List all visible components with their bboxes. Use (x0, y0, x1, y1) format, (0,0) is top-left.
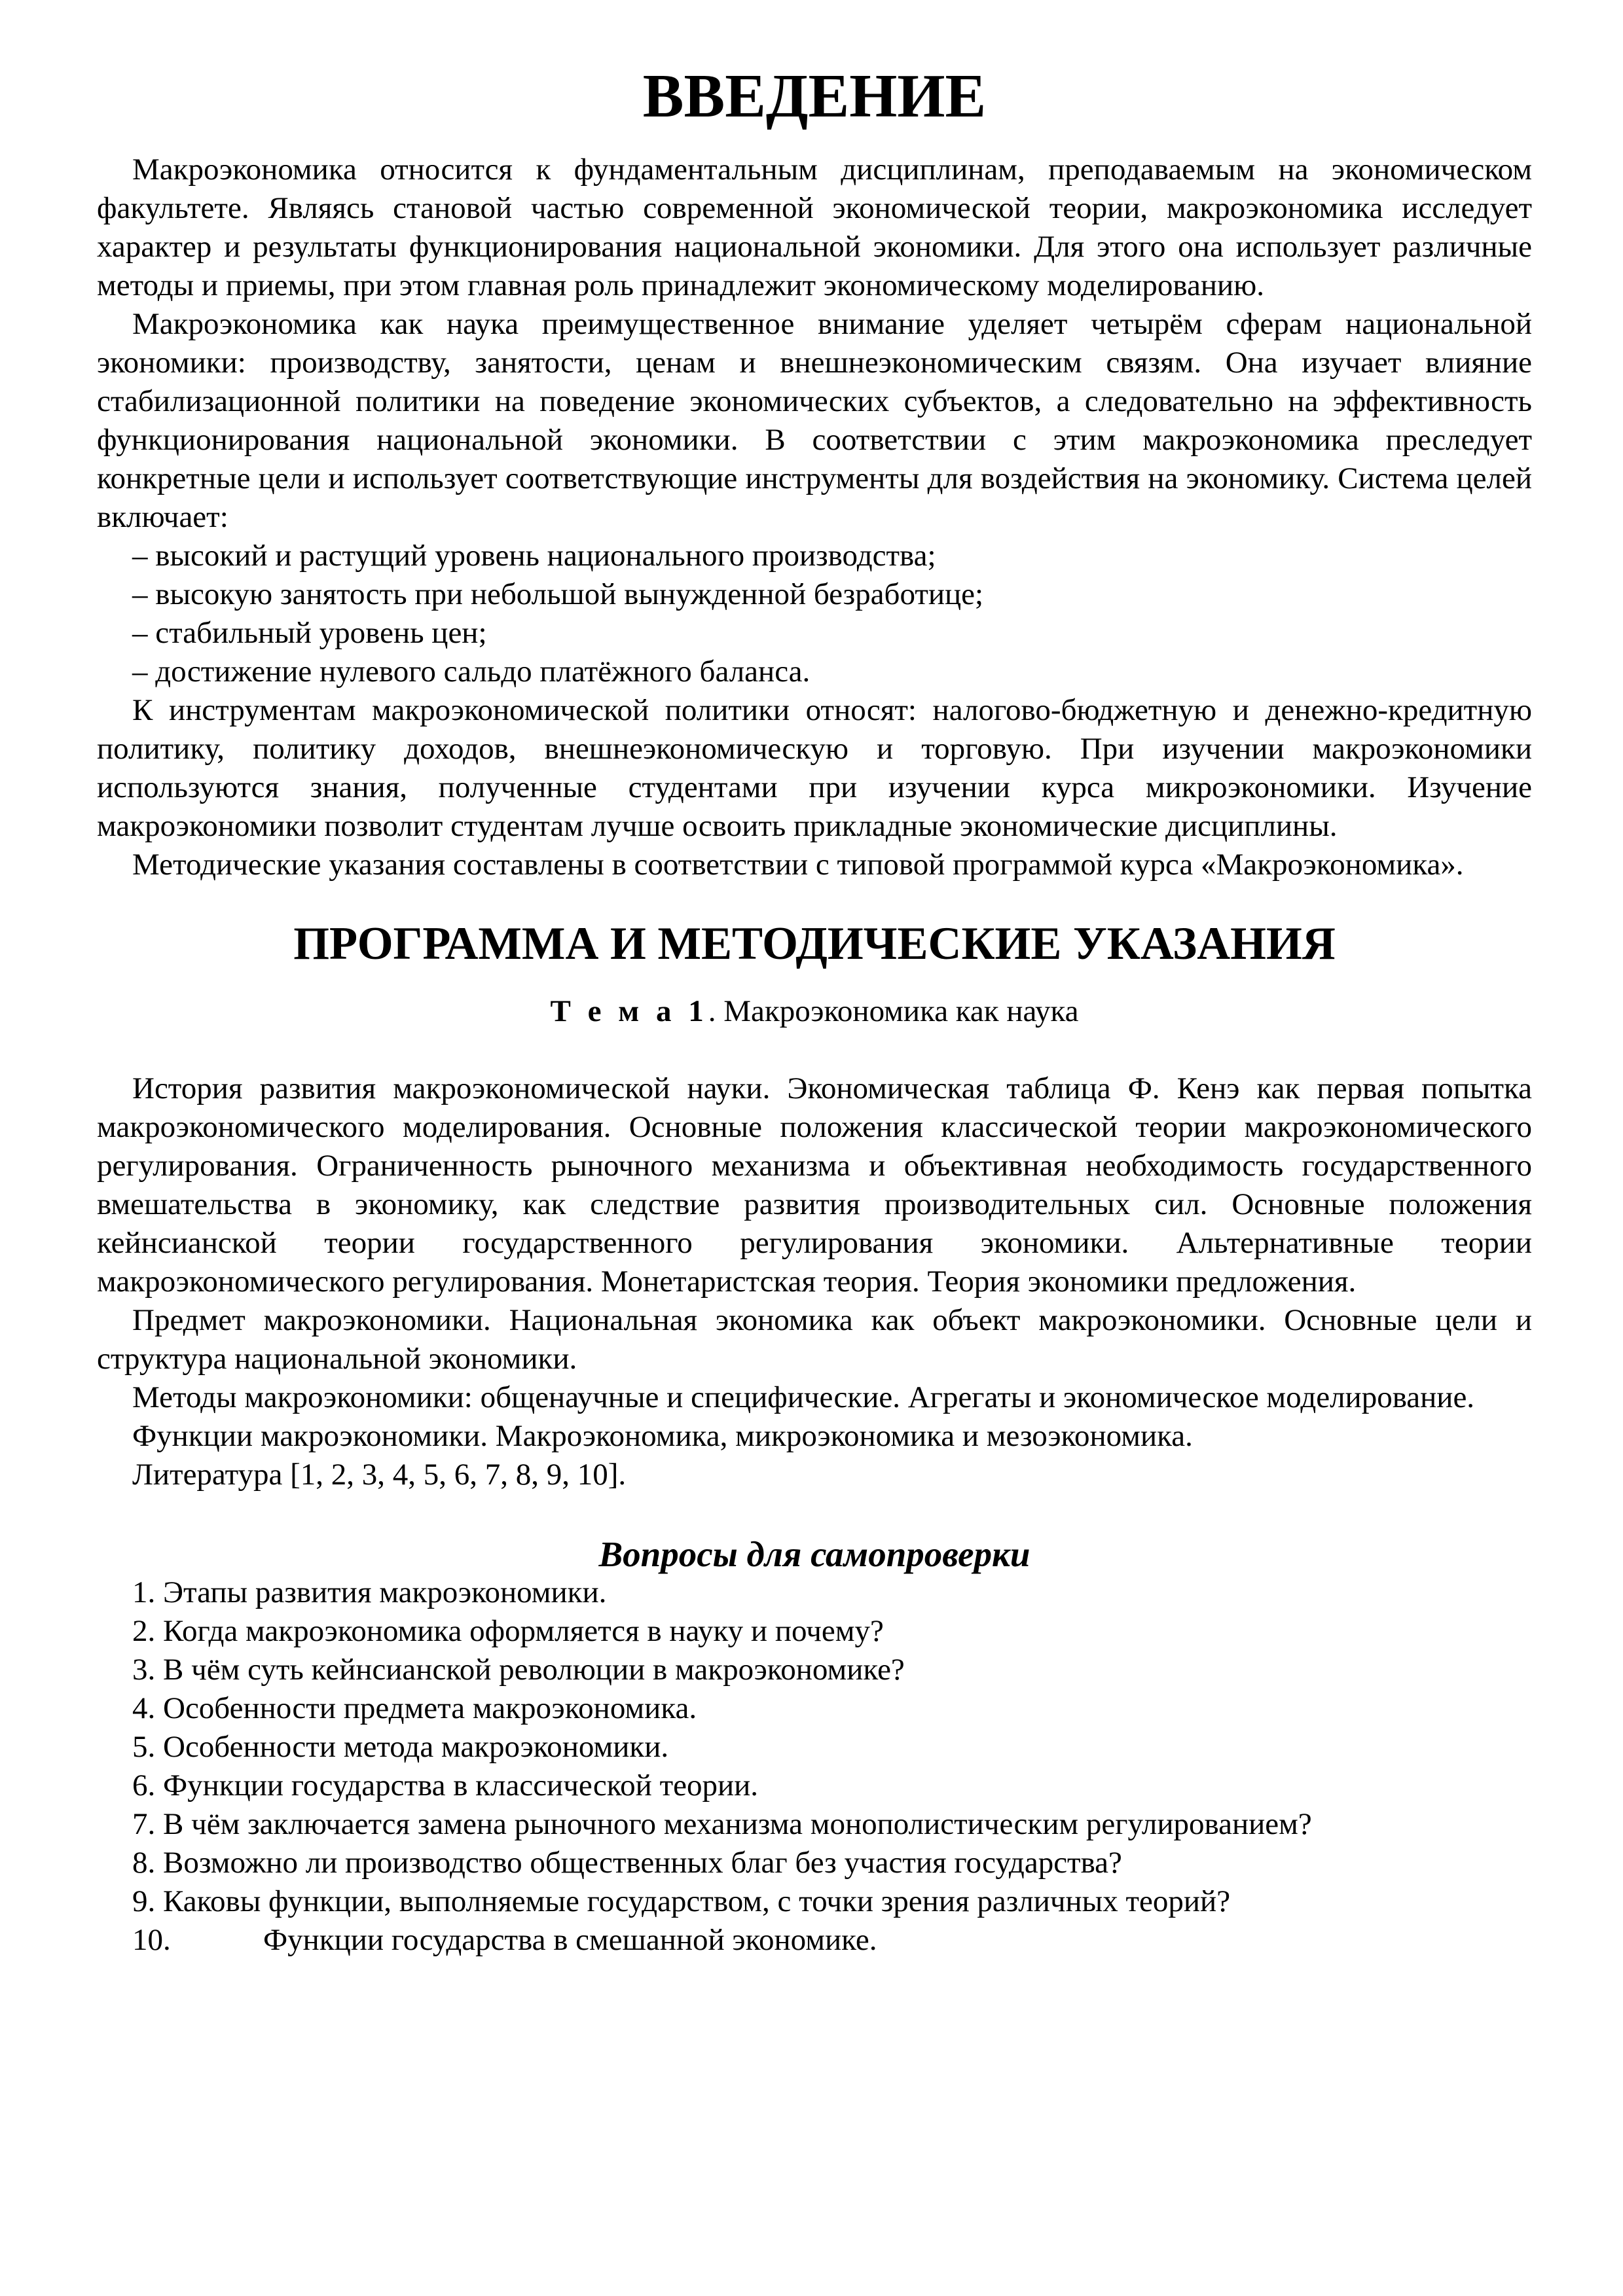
list-item (97, 1767, 1532, 1805)
question-text: Этапы развития макроэкономики. (163, 1575, 607, 1609)
question-text: Функции государства в смешанной экономике. (263, 1923, 877, 1957)
intro-paragraph-2: Макроэкономика как наука преимущественное внимание уделяет четырём сферам национальной экономики: производству, занятости, ценам и внешнеэкономическим связям. Она изучает влияние стабилизационной политики на поведение экономических субъектов, а следовательно на эффективность функционирования национальной экономики. В соответствии с этим макроэкономика преследует конкретные цели и использует соответствующие инструменты для воздействия на экономику. Система целей включает: (97, 307, 1532, 534)
question-text: Особенности предмета макроэкономика. (163, 1691, 697, 1725)
question-number: 8. (132, 1846, 156, 1880)
question-number: 5. (132, 1730, 156, 1764)
program-paragraph-4: Функции макроэкономики. Макроэкономика, микроэкономика и мезоэкономика. (132, 1419, 1193, 1453)
list-item (97, 1844, 1532, 1882)
program-title: ПРОГРАММА И МЕТОДИЧЕСКИЕ УКАЗАНИЯ (293, 918, 1336, 969)
goal-item: – высокий и растущий уровень национального производства; (132, 539, 936, 573)
question-number: 9. (132, 1884, 156, 1918)
questions-list (97, 1573, 1532, 1960)
topic-label: Т е м а 1 (550, 994, 708, 1028)
list-item (97, 1882, 1532, 1921)
question-text: Особенности метода макроэкономики. (163, 1730, 669, 1764)
question-number: 7. (132, 1807, 156, 1841)
program-paragraph-2: Предмет макроэкономики. Национальная экономика как объект макроэкономики. Основные цели и структура национальной экономики. (97, 1303, 1532, 1376)
topic-name: . Макроэкономика как наука (708, 994, 1079, 1028)
literature-reference: Литература [1, 2, 3, 4, 5, 6, 7, 8, 9, 10]. (132, 1458, 627, 1492)
question-text: В чём суть кейнсианской революции в макроэкономике? (163, 1653, 905, 1687)
question-number: 4. (132, 1691, 156, 1725)
question-text: Возможно ли производство общественных благ без участия государства? (163, 1846, 1122, 1880)
goal-item: – высокую занятость при небольшой вынужденной безработице; (132, 577, 984, 611)
list-item (97, 1573, 1532, 1612)
question-number: 10. (132, 1923, 171, 1957)
list-item (97, 1921, 1532, 1960)
program-paragraph-3: Методы макроэкономики: общенаучные и специфические. Агрегаты и экономическое моделирование. (132, 1380, 1475, 1414)
question-number: 1. (132, 1575, 156, 1609)
topic-heading (97, 992, 1532, 1031)
questions-title: Вопросы для самопроверки (598, 1534, 1030, 1574)
question-number: 3. (132, 1653, 156, 1687)
page-content (97, 62, 1532, 1960)
intro-paragraph-3: К инструментам макроэкономической политики относят: налогово-бюджетную и денежно-кредитную политику, политику доходов, внешнеэкономическую и торговую. При изучении макроэкономики используются знания, полученные студентами при изучении курса микроэкономики. Изучение макроэкономики позволит студентам лучше освоить прикладные экономические дисциплины. (97, 693, 1532, 843)
question-number: 6. (132, 1768, 156, 1803)
list-item (97, 1728, 1532, 1767)
intro-paragraph-1: Макроэкономика относится к фундаментальным дисциплинам, преподаваемым на экономическом факультете. Являясь становой частью современной экономической теории, макроэкономика исследует характер и результаты функционирования национальной экономики. Для этого она использует различные методы и приемы, при этом главная роль принадлежит экономическому моделированию. (97, 152, 1532, 302)
list-item (97, 1805, 1532, 1844)
list-item (97, 1612, 1532, 1651)
question-text: Когда макроэкономика оформляется в науку и почему? (163, 1614, 884, 1648)
question-number: 2. (132, 1614, 156, 1648)
intro-paragraph-4: Методические указания составлены в соответствии с типовой программой курса «Макроэкономика». (132, 848, 1464, 882)
question-text: Каковы функции, выполняемые государством, с точки зрения различных теорий? (163, 1884, 1231, 1918)
question-text: Функции государства в классической теории. (163, 1768, 759, 1803)
question-text: В чём заключается замена рыночного механизма монополистическим регулированием? (163, 1807, 1312, 1841)
program-paragraph-1: История развития макроэкономической науки. Экономическая таблица Ф. Кенэ как первая попытка макроэкономического моделирования. Основные положения классической теории макроэкономического регулирования. Ограниченность рыночного механизма и объективная необходимость государственного вмешательства в экономику, как следствие развития производительных сил. Основные положения кейнсианской теории государственного регулирования экономики. Альтернативные теории макроэкономического регулирования. Монетаристская теория. Теория экономики предложения. (97, 1071, 1532, 1299)
list-item (97, 1651, 1532, 1689)
goal-item: – стабильный уровень цен; (132, 616, 487, 650)
list-item (97, 1689, 1532, 1728)
intro-title: ВВЕДЕНИЕ (642, 62, 987, 130)
goal-item: – достижение нулевого сальдо платёжного баланса. (132, 655, 811, 689)
